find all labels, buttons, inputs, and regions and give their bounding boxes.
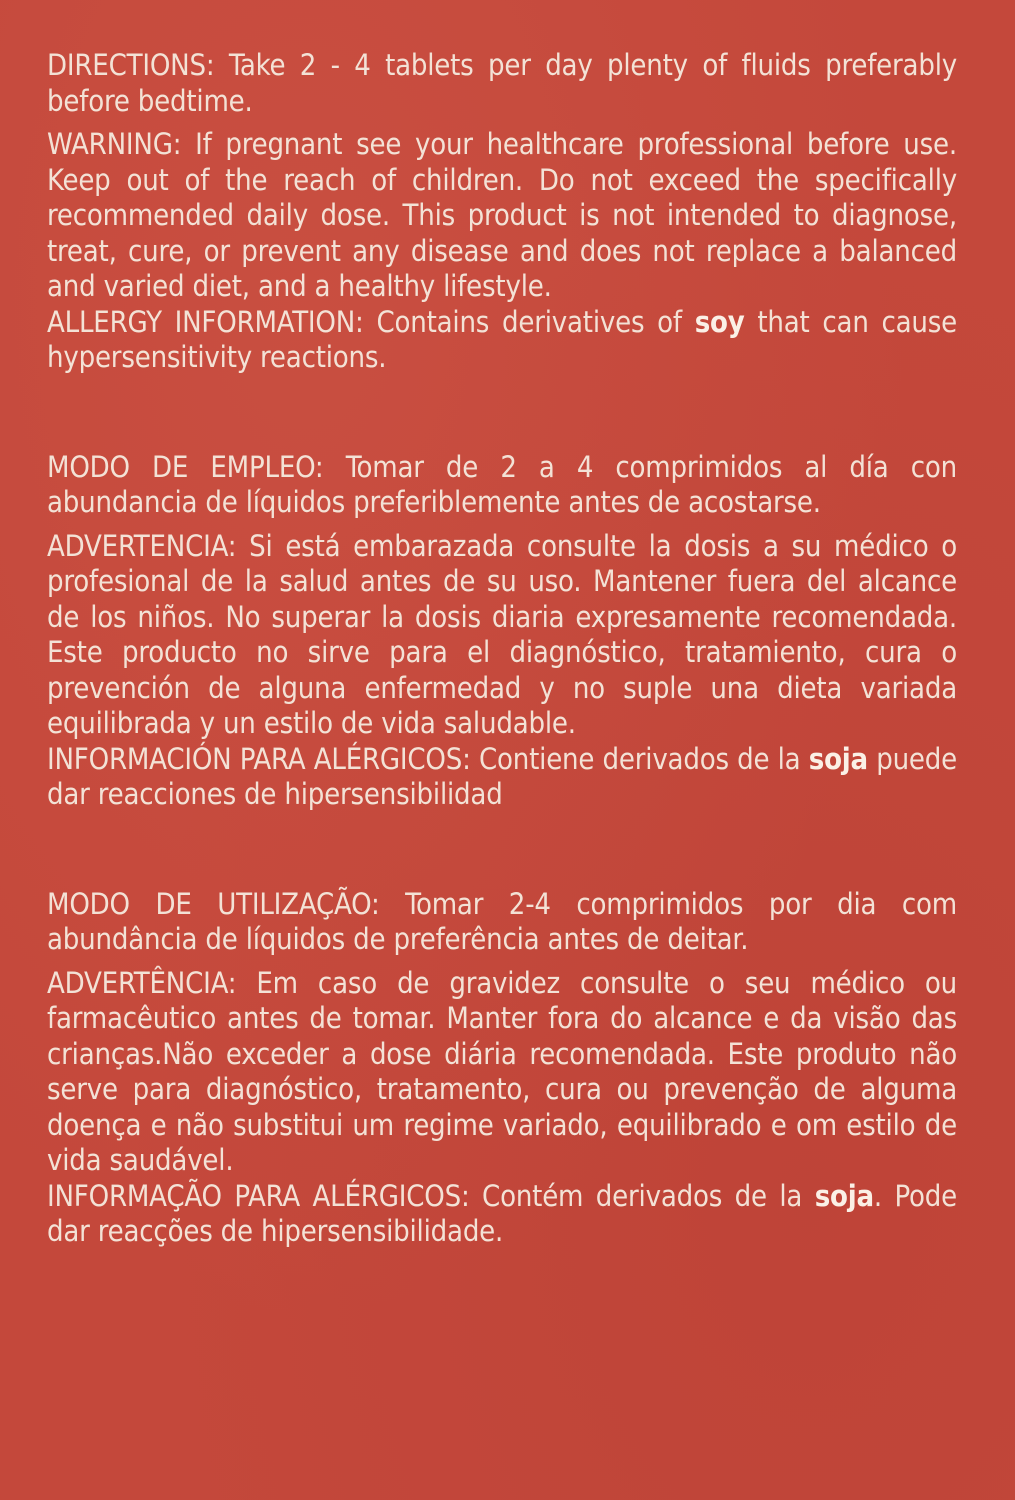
allergy-pt-text-before: Contém derivados de la [469, 1178, 815, 1213]
allergy-es [47, 742, 957, 813]
directions-es-text: Tomar de 2 a 4 comprimidos al día con abundancia de líquidos preferiblemente antes de acostarse. [47, 449, 957, 519]
section-portuguese [47, 887, 957, 1250]
directions-en-label: DIRECTIONS: [47, 48, 215, 82]
warning-pt-text: Em caso de gravidez consulte o seu médico ou farmacêutico antes de tomar. Manter fora do alcance e da visão das crianças.Não exceder a dose diária recomendada. Este produto não serve para diagnóstico, tratamento, cura ou prevenção de alguma doença e não substitui um regime variado, equilibrado e om estilo de vida saudável. [47, 965, 957, 1177]
warning-pt-label: ADVERTÊNCIA: [47, 965, 237, 1000]
allergy-en-label: ALLERGY INFORMATION: [47, 304, 364, 339]
allergen-es: soja [808, 741, 868, 776]
section-spanish [47, 450, 957, 813]
directions-pt [47, 887, 957, 958]
section-english [47, 48, 957, 376]
warning-es [47, 529, 957, 742]
allergy-en-text-after: that can cause hypersensitivity reactions. [47, 304, 957, 374]
allergy-pt [47, 1179, 957, 1250]
warning-es-label: ADVERTENCIA: [47, 528, 237, 563]
directions-pt-label: MODO DE UTILIZAÇÃO: [47, 886, 380, 921]
directions-en-text: Take 2 - 4 tablets per day plenty of fluids preferably before bedtime. [47, 48, 957, 118]
directions-en [47, 48, 957, 119]
directions-pt-text: Tomar 2-4 comprimidos por dia com abundância de líquidos de preferência antes de deitar. [47, 886, 957, 956]
allergy-es-text-after: puede dar reacciones de hipersensibilidad [47, 741, 957, 811]
directions-es [47, 450, 957, 521]
warning-en-label: WARNING: [47, 127, 182, 161]
directions-es-label: MODO DE EMPLEO: [47, 449, 324, 484]
allergen-pt: soja [814, 1178, 874, 1213]
warning-en [47, 127, 957, 305]
label-text-block [47, 48, 957, 1250]
allergy-es-label: INFORMACIÓN PARA ALÉRGICOS: [47, 741, 471, 776]
warning-en-text: If pregnant see your healthcare professional before use. Keep out of the reach of children. Do not exceed the specifically recommended daily dose. This product is not intended to diagnose, treat, cure, or prevent any disease and does not replace a balanced and varied diet, and a healthy lifestyle. [47, 127, 957, 303]
allergy-pt-label: INFORMAÇÃO PARA ALÉRGICOS: [47, 1178, 470, 1213]
warning-pt [47, 966, 957, 1179]
allergy-pt-text-after: . Pode dar reacções de hipersensibilidade. [47, 1178, 957, 1248]
allergy-en [47, 305, 957, 376]
allergy-es-text-before: Contiene derivados de la [470, 741, 809, 776]
warning-es-text: Si está embarazada consulte la dosis a su médico o profesional de la salud antes de su uso. Mantener fuera del alcance de los niños. No superar la dosis diaria expresamente recomendada. Este producto no sirve para el diagnóstico, tratamiento, cura o prevención de alguna enfermedad y no suple una dieta variada equilibrada y un estilo de vida saludable. [47, 528, 957, 740]
allergen-en: soy [694, 304, 745, 339]
allergy-en-text-before: Contains derivatives of [363, 304, 695, 339]
